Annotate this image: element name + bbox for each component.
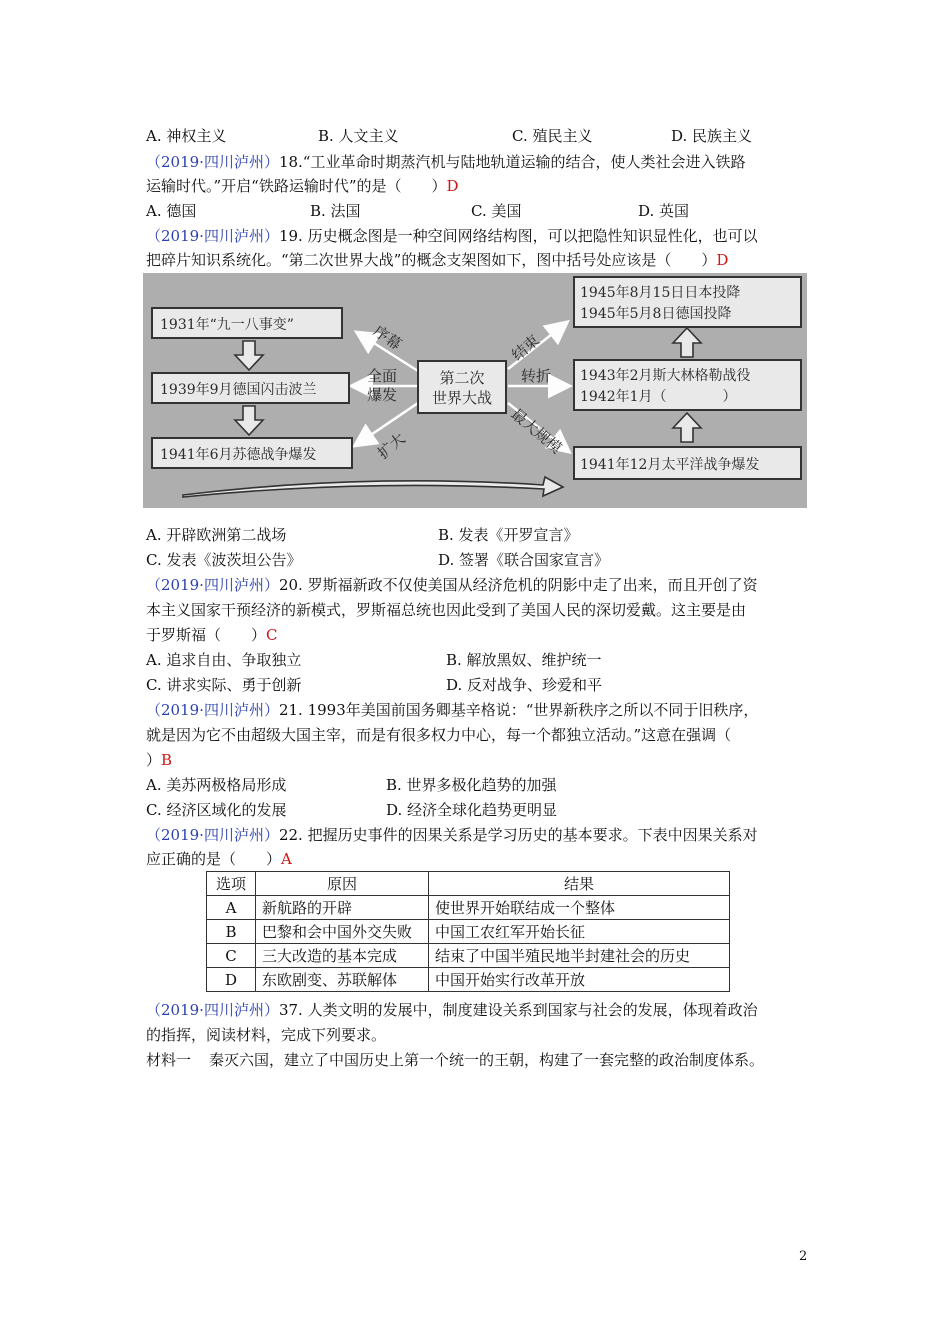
table-header-cause: 原因 <box>256 872 429 896</box>
table-cell-option: A <box>207 896 256 920</box>
q19-option-c: C. 发表《波茨坦公告》 <box>146 551 302 569</box>
table-cell-result: 中国工农红军开始长征 <box>429 920 730 944</box>
table-cell-result: 使世界开始联结成一个整体 <box>429 896 730 920</box>
diagram-right-mid-line1: 1943年2月斯大林格勒战役 <box>580 368 751 384</box>
table-row <box>207 920 730 944</box>
table-header-row <box>207 872 730 896</box>
q21-line2: 就是因为它不由超级大国主宰，而是有很多权力中心，每一个都独立活动。”这意在强调（ <box>146 726 732 744</box>
q18-source: （2019·四川泸州） <box>146 153 279 171</box>
q17-option-d: D. 民族主义 <box>671 127 753 145</box>
diagram-label-full-line1: 全面 <box>367 367 398 385</box>
q18-text2: 运输时代。”开启“铁路运输时代”的是（ ） <box>146 177 447 195</box>
q19-text1: 19. 历史概念图是一种空间网络结构图，可以把隐性知识显性化，也可以 <box>278 227 758 245</box>
diagram-label-prelude: 序幕 <box>369 321 405 354</box>
q18-answer: D <box>446 177 459 195</box>
q20-line1 <box>146 575 758 595</box>
q20-line3 <box>146 625 278 645</box>
table-cell-cause: 东欧剧变、苏联解体 <box>256 968 429 992</box>
q37-source: （2019·四川泸州） <box>146 1001 279 1019</box>
q37-line1 <box>146 1000 758 1020</box>
diagram-right-top-line2: 1945年5月8日德国投降 <box>580 306 732 322</box>
diagram-box-1931: 1931年“九一八事变” <box>160 317 294 333</box>
q19-line1 <box>146 226 758 246</box>
q18-option-a: A. 德国 <box>146 202 197 220</box>
table-cell-option: D <box>207 968 256 992</box>
q17-option-c: C. 殖民主义 <box>512 127 593 145</box>
diagram-label-expand: 扩大 <box>374 429 409 463</box>
table-row <box>207 944 730 968</box>
q19-line2 <box>146 250 728 270</box>
q20-text1: 20. 罗斯福新政不仅使美国从经济危机的阴影中走了出来，而且开创了资 <box>278 576 758 594</box>
diagram-center-line1: 第二次 <box>439 369 485 387</box>
table-row <box>207 896 730 920</box>
diagram-right-bottom: 1941年12月太平洋战争爆发 <box>580 457 760 473</box>
table-header-result: 结果 <box>429 872 730 896</box>
q22-source: （2019·四川泸州） <box>146 826 279 844</box>
diagram-right-top-line1: 1945年8月15日日本投降 <box>580 285 741 301</box>
q17-option-a: A. 神权主义 <box>146 127 227 145</box>
q20-option-b: B. 解放黑奴、维护统一 <box>446 651 602 669</box>
q21-option-d: D. 经济全球化趋势更明显 <box>386 801 558 819</box>
ww2-concept-diagram <box>143 273 807 508</box>
q22-answer: A <box>281 850 292 868</box>
q21-text3: ） <box>146 751 162 769</box>
diagram-right-mid-line2: 1942年1月（ ） <box>580 389 737 405</box>
q20-text3: 于罗斯福（ ） <box>146 626 267 644</box>
q19-text2: 把碎片知识系统化。“第二次世界大战”的概念支架图如下，图中括号处应该是（ ） <box>146 251 717 269</box>
table-cell-result: 中国开始实行改革开放 <box>429 968 730 992</box>
q37-text1: 37. 人类文明的发展中，制度建设关系到国家与社会的发展，体现着政治 <box>278 1001 758 1019</box>
q20-source: （2019·四川泸州） <box>146 576 279 594</box>
q19-option-d: D. 签署《联合国家宣言》 <box>438 551 610 569</box>
diagram-label-turn: 转折 <box>521 367 552 385</box>
diagram-center-line2: 世界大战 <box>431 389 493 407</box>
table-cell-cause: 三大改造的基本完成 <box>256 944 429 968</box>
q37-line2: 的指挥，阅读材料，完成下列要求。 <box>146 1026 387 1044</box>
table-row <box>207 968 730 992</box>
q22-text2: 应正确的是（ ） <box>146 850 282 868</box>
table-cell-result: 结束了中国半殖民地半封建社会的历史 <box>429 944 730 968</box>
q22-text1: 22. 把握历史事件的因果关系是学习历史的基本要求。下表中因果关系对 <box>278 826 758 844</box>
q22-line2 <box>146 849 292 869</box>
q19-source: （2019·四川泸州） <box>146 227 279 245</box>
table-cell-option: C <box>207 944 256 968</box>
q21-option-a: A. 美苏两极格局形成 <box>146 776 287 794</box>
diagram-label-end: 结束 <box>508 331 543 365</box>
q20-option-d: D. 反对战争、珍爱和平 <box>446 676 603 694</box>
q18-option-b: B. 法国 <box>310 202 361 220</box>
cause-effect-table <box>206 871 730 992</box>
q21-option-b: B. 世界多极化趋势的加强 <box>386 776 557 794</box>
q20-option-a: A. 追求自由、争取独立 <box>146 651 302 669</box>
diagram-label-full-line2: 爆发 <box>367 386 398 404</box>
diagram-box-1939: 1939年9月德国闪击波兰 <box>160 382 317 398</box>
q21-line1 <box>146 700 758 720</box>
page-number: 2 <box>799 1249 808 1264</box>
q20-option-c: C. 讲求实际、勇于创新 <box>146 676 302 694</box>
q19-answer: D <box>716 251 729 269</box>
q20-line2: 本主义国家干预经济的新模式，罗斯福总统也因此受到了美国人民的深切爱戴。这主要是由 <box>146 601 747 619</box>
q21-text1: 21. 1993年美国前国务卿基辛格说：“世界新秩序之所以不同于旧秩序， <box>278 701 759 719</box>
table-cell-option: B <box>207 920 256 944</box>
q21-line3 <box>146 750 172 770</box>
q37-material-label: 材料一 <box>146 1051 192 1069</box>
table-cell-cause: 巴黎和会中国外交失败 <box>256 920 429 944</box>
q18-text1: 18.“工业革命时期蒸汽机与陆地轨道运输的结合，使人类社会进入铁路 <box>278 153 746 171</box>
q18-line1 <box>146 152 745 172</box>
q21-option-c: C. 经济区域化的发展 <box>146 801 287 819</box>
q19-option-a: A. 开辟欧洲第二战场 <box>146 526 287 544</box>
q18-option-d: D. 英国 <box>638 202 690 220</box>
q17-option-b: B. 人文主义 <box>318 127 399 145</box>
diagram-box-1941-june: 1941年6月苏德战争爆发 <box>160 447 317 463</box>
q22-line1 <box>146 825 758 845</box>
q18-line2 <box>146 176 459 196</box>
table-cell-cause: 新航路的开辟 <box>256 896 429 920</box>
diagram-label-largest: 最大规模 <box>507 404 566 458</box>
q21-answer: B <box>161 751 173 769</box>
table-header-option: 选项 <box>207 872 256 896</box>
q21-source: （2019·四川泸州） <box>146 701 279 719</box>
q18-option-c: C. 美国 <box>471 202 522 220</box>
q37-material-text: 秦灭六国，建立了中国历史上第一个统一的王朝，构建了一套完整的政治制度体系。 <box>209 1051 765 1069</box>
q19-option-b: B. 发表《开罗宣言》 <box>438 526 579 544</box>
q37-material-one <box>146 1050 764 1070</box>
q20-answer: C <box>266 626 278 644</box>
